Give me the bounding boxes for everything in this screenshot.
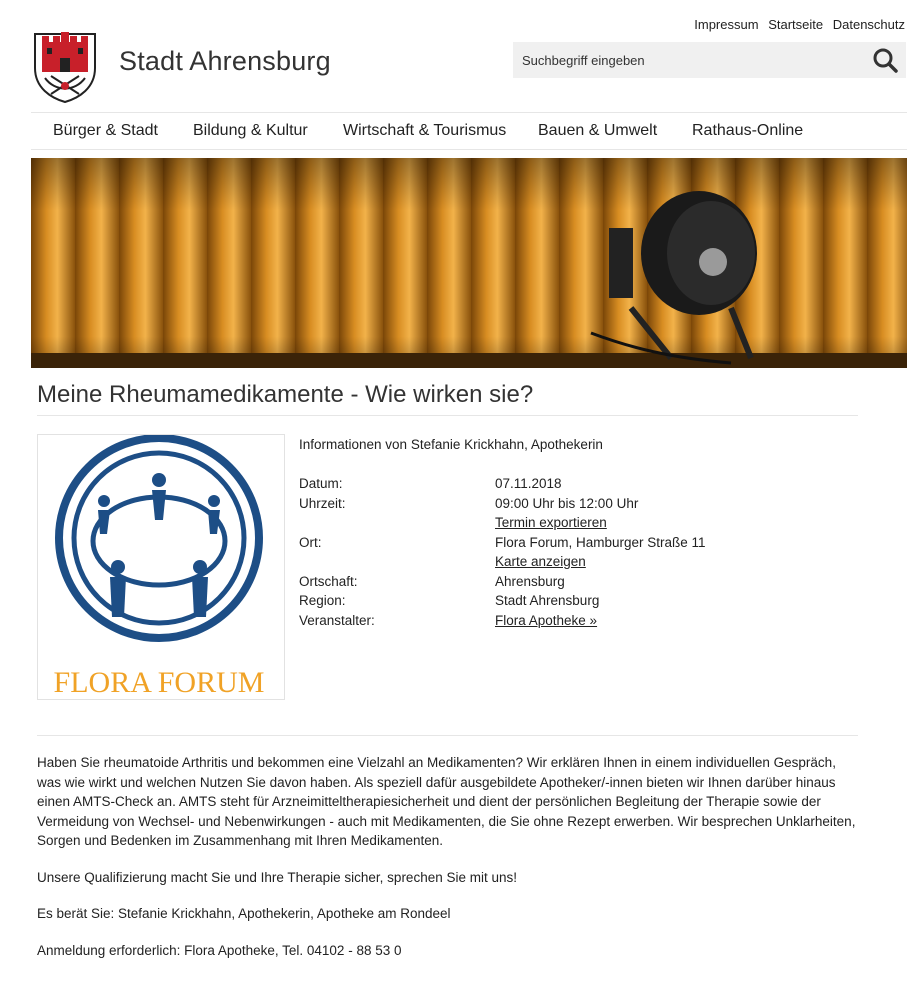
nav-item-bildung[interactable]: Bildung & Kultur (193, 122, 308, 139)
description-paragraph: Haben Sie rheumatoide Arthritis und bekommen eine Vielzahl an Medikamenten? Wir erklären Ihnen in einem individuellen Gespräch, was wie wirkt und welchen Nutzen Sie davon haben. Als speziell dafür ausgebildete Apotheker/-innen bieten wir Ihnen darüber hinaus einen AMTS-Check an. AMTS steht für Arzneimitteltherapiesicherheit und dient der persönlichen Begleitung der Therapie sowie der Vermeidung von Wechsel- und Nebenwirkungen - auch mit Medikamenten, die Sie ohne Rezept erwerben. Wir besprechen Unklarheiten, Sorgen und Bedenken im Zusammenhang mit Ihren Medikamenten. (37, 755, 856, 848)
crest-icon[interactable] (31, 30, 99, 104)
ort-label: Ort: (299, 534, 322, 550)
logo-text: Flora Forum (53, 666, 265, 699)
datenschutz-link[interactable]: Datenschutz (832, 17, 905, 32)
hero-banner (31, 158, 907, 368)
nav-item-wirtschaft[interactable]: Wirtschaft & Tourismus (343, 122, 507, 139)
region-value: Stadt Ahrensburg (495, 593, 600, 608)
nav-item-buerger[interactable]: Bürger & Stadt (53, 122, 158, 139)
event-intro: Informationen von Stefanie Krickhahn, Apothekerin (299, 437, 603, 452)
uhrzeit-value: 09:00 Uhr bis 12:00 Uhr (495, 495, 639, 511)
description-paragraph: Anmeldung erforderlich: Flora Apotheke, Tel. 04102 - 88 53 0 (37, 942, 402, 958)
description-paragraph: Unsere Qualifizierung macht Sie und Ihre Therapie sicher, sprechen Sie mit uns! (37, 869, 517, 885)
impressum-link[interactable]: Impressum (694, 17, 759, 32)
region-label: Region: (299, 593, 346, 608)
curtain-image (31, 158, 907, 368)
search-icon[interactable] (872, 47, 898, 73)
export-link[interactable]: Termin exportieren (495, 515, 607, 530)
ort-value: Flora Forum, Hamburger Straße 11 (495, 534, 706, 550)
event-logo (37, 434, 285, 700)
nav-item-rathaus[interactable]: Rathaus-Online (692, 122, 804, 139)
veranstalter-link[interactable]: Flora Apotheke » (495, 612, 598, 628)
map-link[interactable]: Karte anzeigen (495, 554, 586, 569)
flora-forum-logo (38, 435, 284, 699)
site-title[interactable]: Stadt Ahrensburg (119, 46, 331, 76)
main-nav (31, 112, 907, 150)
search-input[interactable] (513, 42, 862, 78)
page-title: Meine Rheumamedikamente - Wie wirken sie? (37, 381, 534, 408)
content-divider (37, 735, 858, 736)
datum-value: 07.11.2018 (495, 476, 562, 491)
description-paragraph: Es berät Sie: Stefanie Krickhahn, Apothekerin, Apotheke am Rondeel (37, 906, 451, 921)
nav-item-bauen[interactable]: Bauen & Umwelt (538, 122, 658, 139)
startseite-link[interactable]: Startseite (768, 17, 824, 32)
search-bar (513, 42, 906, 78)
veranstalter-label: Veranstalter: (299, 612, 375, 628)
uhrzeit-label: Uhrzeit: (299, 495, 346, 511)
ortschaft-label: Ortschaft: (299, 573, 358, 589)
datum-label: Datum: (299, 476, 343, 491)
event-description (37, 753, 862, 977)
title-divider (37, 415, 858, 416)
ortschaft-value: Ahrensburg (495, 573, 565, 589)
top-links (688, 17, 905, 32)
